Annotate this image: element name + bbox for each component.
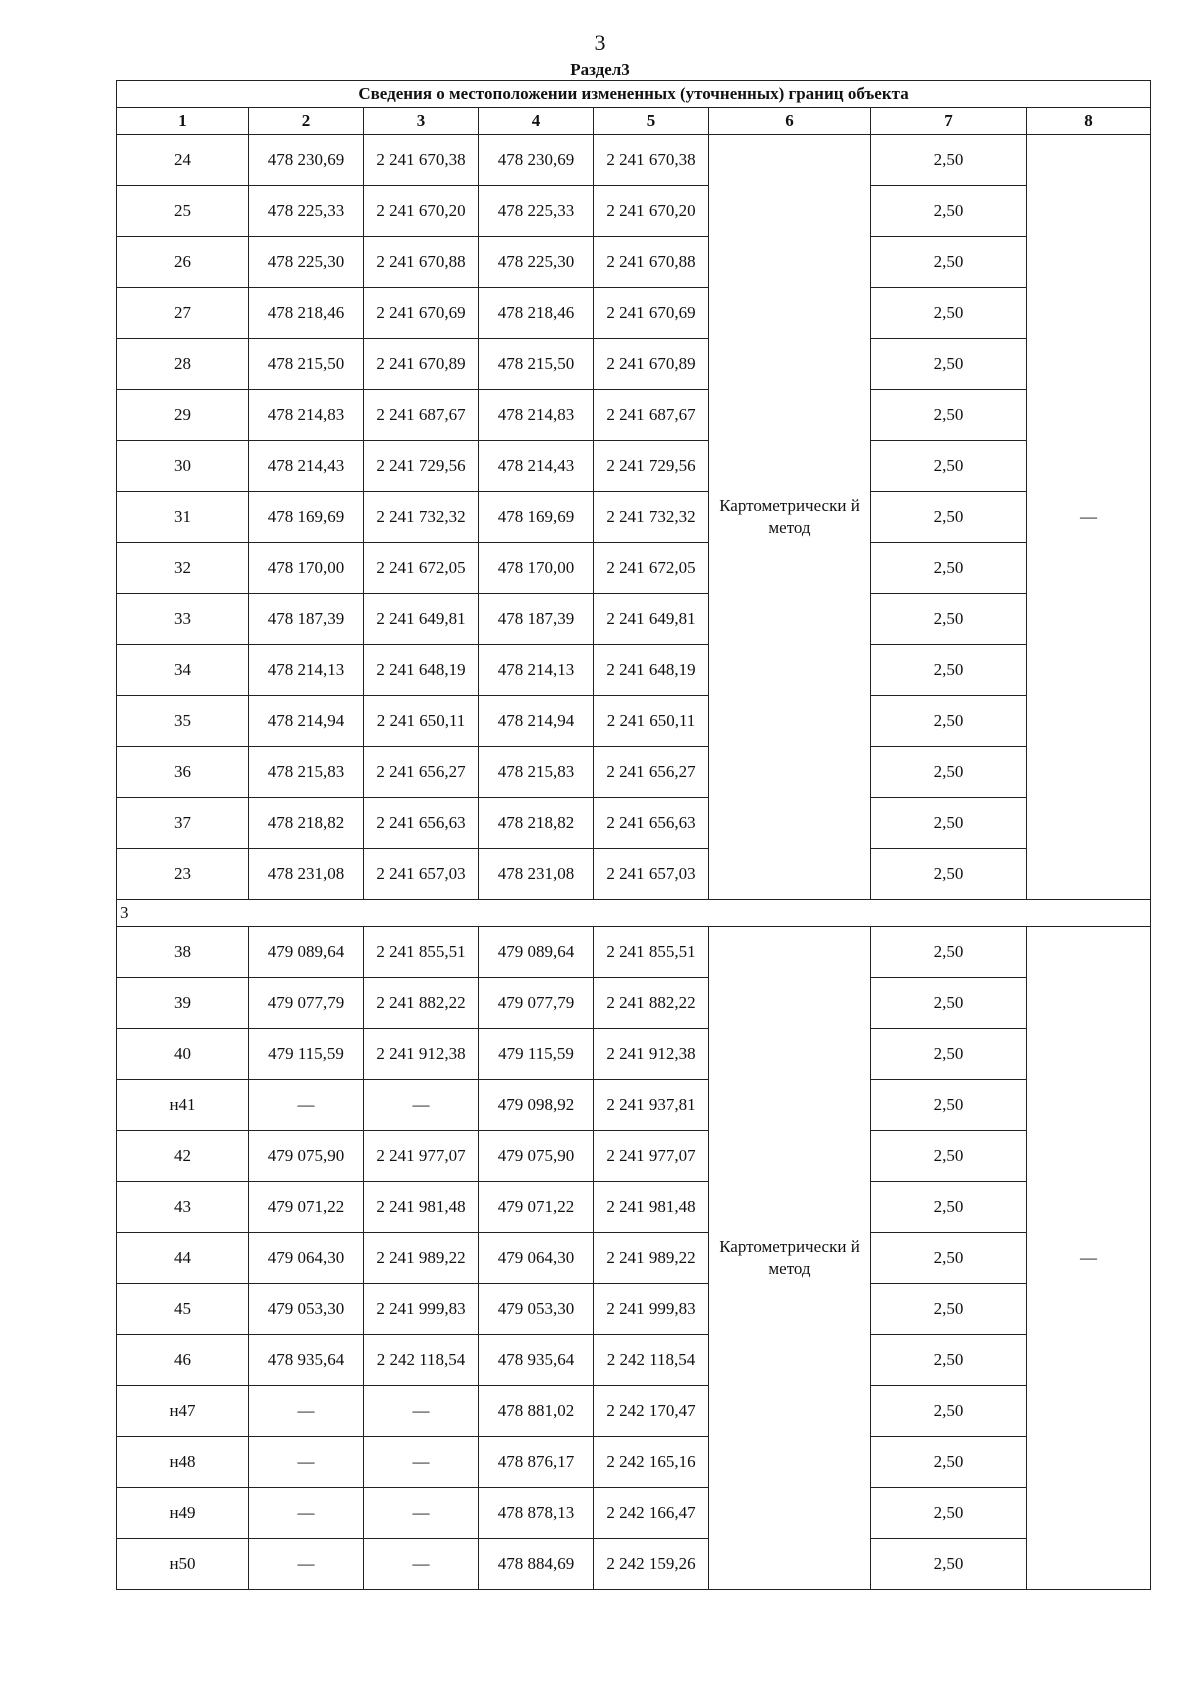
new-x-cell: 478 231,08 (479, 849, 594, 900)
old-x-cell: 478 230,69 (249, 135, 364, 186)
accuracy-cell: 2,50 (871, 1284, 1027, 1335)
table-row (117, 1080, 1151, 1131)
new-x-cell: 479 071,22 (479, 1182, 594, 1233)
new-y-cell: 2 241 672,05 (594, 543, 709, 594)
table-row (117, 978, 1151, 1029)
new-y-cell: 2 242 170,47 (594, 1386, 709, 1437)
column-header: 8 (1027, 108, 1151, 135)
old-y-cell: 2 241 670,38 (364, 135, 479, 186)
table-row (117, 1335, 1151, 1386)
new-x-cell: 478 215,83 (479, 747, 594, 798)
old-y-cell: 2 241 989,22 (364, 1233, 479, 1284)
table-row (117, 1029, 1151, 1080)
old-x-cell: 478 187,39 (249, 594, 364, 645)
accuracy-cell: 2,50 (871, 339, 1027, 390)
new-x-cell: 478 187,39 (479, 594, 594, 645)
new-y-cell: 2 241 670,89 (594, 339, 709, 390)
accuracy-cell: 2,50 (871, 594, 1027, 645)
column-header: 5 (594, 108, 709, 135)
old-y-cell: 2 242 118,54 (364, 1335, 479, 1386)
new-y-cell: 2 241 656,27 (594, 747, 709, 798)
point-number-cell: 32 (117, 543, 249, 594)
old-y-cell: 2 241 670,69 (364, 288, 479, 339)
table-row (117, 594, 1151, 645)
table-row (117, 492, 1151, 543)
old-x-cell: — (249, 1539, 364, 1590)
new-x-cell: 479 053,30 (479, 1284, 594, 1335)
point-number-cell: 44 (117, 1233, 249, 1284)
new-y-cell: 2 241 732,32 (594, 492, 709, 543)
old-x-cell: — (249, 1437, 364, 1488)
table-row (117, 288, 1151, 339)
new-y-cell: 2 241 937,81 (594, 1080, 709, 1131)
old-y-cell: 2 241 912,38 (364, 1029, 479, 1080)
section-title: Раздел3 (570, 60, 630, 79)
old-x-cell: — (249, 1488, 364, 1539)
old-y-cell: — (364, 1386, 479, 1437)
new-y-cell: 2 241 989,22 (594, 1233, 709, 1284)
column-header: 3 (364, 108, 479, 135)
table-title: Сведения о местоположении измененных (уточненных) границ объекта (117, 81, 1151, 108)
old-y-cell: 2 241 977,07 (364, 1131, 479, 1182)
old-x-cell: 478 935,64 (249, 1335, 364, 1386)
new-y-cell: 2 242 159,26 (594, 1539, 709, 1590)
table-row (117, 390, 1151, 441)
new-x-cell: 478 170,00 (479, 543, 594, 594)
accuracy-cell: 2,50 (871, 1182, 1027, 1233)
accuracy-cell: 2,50 (871, 1386, 1027, 1437)
old-x-cell: 479 064,30 (249, 1233, 364, 1284)
old-x-cell: 478 225,33 (249, 186, 364, 237)
table-row (117, 645, 1151, 696)
point-number-cell: 31 (117, 492, 249, 543)
old-x-cell: 478 225,30 (249, 237, 364, 288)
old-y-cell: 2 241 670,88 (364, 237, 479, 288)
new-x-cell: 478 225,30 (479, 237, 594, 288)
accuracy-cell: 2,50 (871, 1539, 1027, 1590)
old-y-cell: 2 241 670,20 (364, 186, 479, 237)
accuracy-cell: 2,50 (871, 927, 1027, 978)
old-y-cell: 2 241 981,48 (364, 1182, 479, 1233)
accuracy-cell: 2,50 (871, 543, 1027, 594)
new-y-cell: 2 241 912,38 (594, 1029, 709, 1080)
new-x-cell: 478 876,17 (479, 1437, 594, 1488)
table-row (117, 927, 1151, 978)
old-y-cell: 2 241 657,03 (364, 849, 479, 900)
accuracy-cell: 2,50 (871, 645, 1027, 696)
column-header: 6 (709, 108, 871, 135)
old-x-cell: 478 214,94 (249, 696, 364, 747)
accuracy-cell: 2,50 (871, 288, 1027, 339)
old-x-cell: 478 218,46 (249, 288, 364, 339)
new-y-cell: 2 241 977,07 (594, 1131, 709, 1182)
new-x-cell: 478 230,69 (479, 135, 594, 186)
header-row (117, 108, 1151, 135)
old-x-cell: 478 214,13 (249, 645, 364, 696)
point-number-cell: 34 (117, 645, 249, 696)
new-x-cell: 478 214,83 (479, 390, 594, 441)
new-x-cell: 478 218,82 (479, 798, 594, 849)
old-y-cell: 2 241 732,32 (364, 492, 479, 543)
old-x-cell: 479 075,90 (249, 1131, 364, 1182)
new-y-cell: 2 242 165,16 (594, 1437, 709, 1488)
table-row (117, 1233, 1151, 1284)
new-y-cell: 2 242 166,47 (594, 1488, 709, 1539)
new-x-cell: 478 884,69 (479, 1539, 594, 1590)
point-number-cell: н50 (117, 1539, 249, 1590)
old-y-cell: 2 241 670,89 (364, 339, 479, 390)
point-number-cell: 27 (117, 288, 249, 339)
new-x-cell: 478 169,69 (479, 492, 594, 543)
point-number-cell: 29 (117, 390, 249, 441)
group-label-row (117, 900, 1151, 927)
new-y-cell: 2 241 882,22 (594, 978, 709, 1029)
table-row (117, 1182, 1151, 1233)
column-header: 2 (249, 108, 364, 135)
accuracy-cell: 2,50 (871, 186, 1027, 237)
point-number-cell: 26 (117, 237, 249, 288)
old-y-cell: — (364, 1437, 479, 1488)
new-x-cell: 479 098,92 (479, 1080, 594, 1131)
column-header: 4 (479, 108, 594, 135)
old-y-cell: 2 241 687,67 (364, 390, 479, 441)
old-y-cell: 2 241 656,27 (364, 747, 479, 798)
old-x-cell: 478 215,50 (249, 339, 364, 390)
old-y-cell: 2 241 882,22 (364, 978, 479, 1029)
table-row (117, 1539, 1151, 1590)
new-y-cell: 2 241 999,83 (594, 1284, 709, 1335)
old-y-cell: 2 241 648,19 (364, 645, 479, 696)
new-x-cell: 478 881,02 (479, 1386, 594, 1437)
new-y-cell: 2 241 648,19 (594, 645, 709, 696)
point-number-cell: н49 (117, 1488, 249, 1539)
column-header: 7 (871, 108, 1027, 135)
accuracy-cell: 2,50 (871, 237, 1027, 288)
column-8-cell: — (1027, 927, 1151, 1590)
page-number: 3 (594, 30, 606, 55)
old-y-cell: — (364, 1488, 479, 1539)
table-row (117, 1437, 1151, 1488)
column-8-cell: — (1027, 135, 1151, 900)
new-x-cell: 478 214,94 (479, 696, 594, 747)
old-x-cell: 479 071,22 (249, 1182, 364, 1233)
group-label: 3 (117, 900, 1151, 927)
old-x-cell: 478 214,83 (249, 390, 364, 441)
old-y-cell: 2 241 999,83 (364, 1284, 479, 1335)
accuracy-cell: 2,50 (871, 798, 1027, 849)
old-x-cell: 478 170,00 (249, 543, 364, 594)
old-x-cell: 478 218,82 (249, 798, 364, 849)
table-row (117, 747, 1151, 798)
new-y-cell: 2 241 656,63 (594, 798, 709, 849)
table-row (117, 339, 1151, 390)
new-x-cell: 478 214,43 (479, 441, 594, 492)
new-x-cell: 479 115,59 (479, 1029, 594, 1080)
new-y-cell: 2 241 855,51 (594, 927, 709, 978)
accuracy-cell: 2,50 (871, 849, 1027, 900)
table-row (117, 135, 1151, 186)
accuracy-cell: 2,50 (871, 1029, 1027, 1080)
accuracy-cell: 2,50 (871, 1335, 1027, 1386)
point-number-cell: 35 (117, 696, 249, 747)
new-x-cell: 479 064,30 (479, 1233, 594, 1284)
accuracy-cell: 2,50 (871, 1488, 1027, 1539)
accuracy-cell: 2,50 (871, 747, 1027, 798)
point-number-cell: 39 (117, 978, 249, 1029)
point-number-cell: 25 (117, 186, 249, 237)
point-number-cell: 37 (117, 798, 249, 849)
point-number-cell: 43 (117, 1182, 249, 1233)
old-x-cell: 479 077,79 (249, 978, 364, 1029)
boundary-coordinates-table (116, 80, 1151, 1590)
new-y-cell: 2 241 649,81 (594, 594, 709, 645)
new-y-cell: 2 241 670,88 (594, 237, 709, 288)
point-number-cell: н48 (117, 1437, 249, 1488)
accuracy-cell: 2,50 (871, 1233, 1027, 1284)
point-number-cell: 24 (117, 135, 249, 186)
old-y-cell: 2 241 855,51 (364, 927, 479, 978)
point-number-cell: 45 (117, 1284, 249, 1335)
table-row (117, 696, 1151, 747)
column-header: 1 (117, 108, 249, 135)
old-x-cell: 478 215,83 (249, 747, 364, 798)
accuracy-cell: 2,50 (871, 390, 1027, 441)
point-number-cell: 23 (117, 849, 249, 900)
point-number-cell: 36 (117, 747, 249, 798)
table-row (117, 186, 1151, 237)
new-y-cell: 2 242 118,54 (594, 1335, 709, 1386)
table-row (117, 1284, 1151, 1335)
new-x-cell: 478 935,64 (479, 1335, 594, 1386)
accuracy-cell: 2,50 (871, 978, 1027, 1029)
point-number-cell: 46 (117, 1335, 249, 1386)
new-y-cell: 2 241 729,56 (594, 441, 709, 492)
new-x-cell: 478 878,13 (479, 1488, 594, 1539)
point-number-cell: 40 (117, 1029, 249, 1080)
new-y-cell: 2 241 657,03 (594, 849, 709, 900)
accuracy-cell: 2,50 (871, 696, 1027, 747)
old-y-cell: 2 241 649,81 (364, 594, 479, 645)
point-number-cell: н41 (117, 1080, 249, 1131)
point-number-cell: 28 (117, 339, 249, 390)
old-y-cell: 2 241 672,05 (364, 543, 479, 594)
new-y-cell: 2 241 687,67 (594, 390, 709, 441)
point-number-cell: 30 (117, 441, 249, 492)
accuracy-cell: 2,50 (871, 1080, 1027, 1131)
table-row (117, 237, 1151, 288)
accuracy-cell: 2,50 (871, 441, 1027, 492)
old-x-cell: 478 169,69 (249, 492, 364, 543)
point-number-cell: 33 (117, 594, 249, 645)
new-x-cell: 478 218,46 (479, 288, 594, 339)
old-y-cell: 2 241 656,63 (364, 798, 479, 849)
old-x-cell: 478 214,43 (249, 441, 364, 492)
new-y-cell: 2 241 981,48 (594, 1182, 709, 1233)
accuracy-cell: 2,50 (871, 1437, 1027, 1488)
accuracy-cell: 2,50 (871, 1131, 1027, 1182)
old-x-cell: 479 053,30 (249, 1284, 364, 1335)
new-x-cell: 479 077,79 (479, 978, 594, 1029)
accuracy-cell: 2,50 (871, 492, 1027, 543)
point-number-cell: 42 (117, 1131, 249, 1182)
method-cell: Картометрически й метод (709, 135, 871, 900)
old-x-cell: 479 115,59 (249, 1029, 364, 1080)
table-row (117, 849, 1151, 900)
table-row (117, 1386, 1151, 1437)
new-x-cell: 479 089,64 (479, 927, 594, 978)
new-x-cell: 478 225,33 (479, 186, 594, 237)
old-y-cell: — (364, 1080, 479, 1131)
point-number-cell: н47 (117, 1386, 249, 1437)
new-y-cell: 2 241 670,20 (594, 186, 709, 237)
old-y-cell: — (364, 1539, 479, 1590)
new-y-cell: 2 241 650,11 (594, 696, 709, 747)
table-row (117, 1488, 1151, 1539)
old-x-cell: — (249, 1080, 364, 1131)
table-row (117, 441, 1151, 492)
table-row (117, 798, 1151, 849)
new-y-cell: 2 241 670,69 (594, 288, 709, 339)
new-x-cell: 478 214,13 (479, 645, 594, 696)
old-y-cell: 2 241 729,56 (364, 441, 479, 492)
table-row (117, 1131, 1151, 1182)
new-x-cell: 478 215,50 (479, 339, 594, 390)
old-y-cell: 2 241 650,11 (364, 696, 479, 747)
old-x-cell: — (249, 1386, 364, 1437)
method-cell: Картометрически й метод (709, 927, 871, 1590)
table-row (117, 543, 1151, 594)
old-x-cell: 479 089,64 (249, 927, 364, 978)
accuracy-cell: 2,50 (871, 135, 1027, 186)
new-y-cell: 2 241 670,38 (594, 135, 709, 186)
point-number-cell: 38 (117, 927, 249, 978)
new-x-cell: 479 075,90 (479, 1131, 594, 1182)
old-x-cell: 478 231,08 (249, 849, 364, 900)
